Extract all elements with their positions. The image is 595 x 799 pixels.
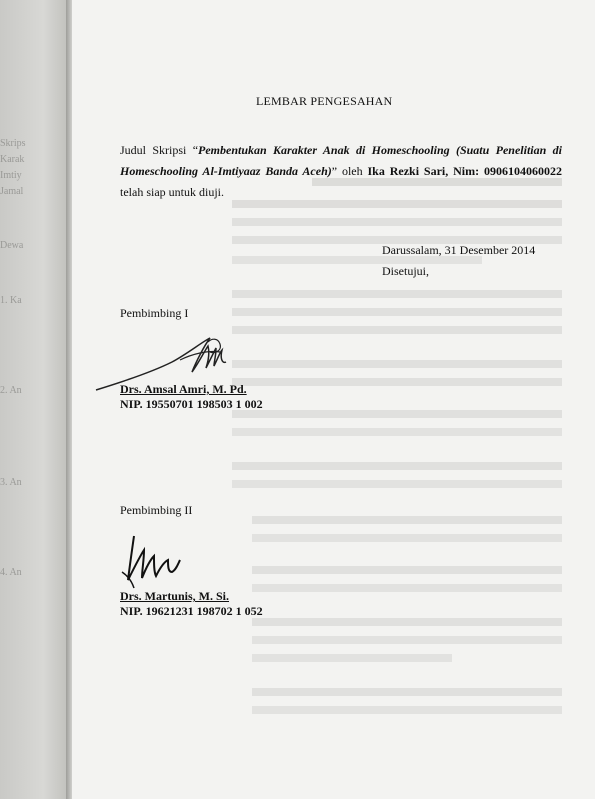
gutter-text: 4. An <box>0 567 22 578</box>
gutter-text: 3. An <box>0 477 22 488</box>
supervisor2-name: Drs. Martunis, M. Si. <box>120 589 229 603</box>
gutter-text: Skrips <box>0 138 26 149</box>
para-mid: ” oleh <box>331 164 368 178</box>
supervisor1-nip: NIP. 19550701 198503 1 002 <box>120 397 263 411</box>
supervisor1-name: Drs. Amsal Amri, M. Pd. <box>120 382 247 396</box>
gutter-text: Imtiy <box>0 170 22 181</box>
approved-label: Disetujui, <box>382 264 429 278</box>
supervisor2-label: Pembimbing II <box>120 503 193 517</box>
place-date: Darussalam, 31 Desember 2014 <box>382 243 536 257</box>
supervisor1-label: Pembimbing I <box>120 306 189 320</box>
supervisor2-nip: NIP. 19621231 198702 1 052 <box>120 604 263 618</box>
student-name-nim: Ika Rezki Sari, Nim: 0906104060022 <box>367 164 562 178</box>
para-prefix: Judul Skripsi “ <box>120 143 199 157</box>
para-suffix: telah siap untuk diuji. <box>120 185 224 199</box>
supervisor2-signature <box>118 532 198 592</box>
gutter-text: Jamal <box>0 186 24 197</box>
page-title: LEMBAR PENGESAHAN <box>256 94 393 108</box>
gutter-text: 2. An <box>0 385 22 396</box>
gutter-text: Dewa <box>0 240 24 251</box>
thesis-title: Pembentukan Karakter Anak di Homeschooling (Suatu Penelitian di Homeschooling Al-Imtiyaaz Banda Aceh) <box>120 143 562 178</box>
gutter-text: 1. Ka <box>0 295 22 306</box>
approval-statement <box>120 140 562 203</box>
gutter-text: Karak <box>0 154 25 165</box>
binding-gutter <box>0 0 72 799</box>
